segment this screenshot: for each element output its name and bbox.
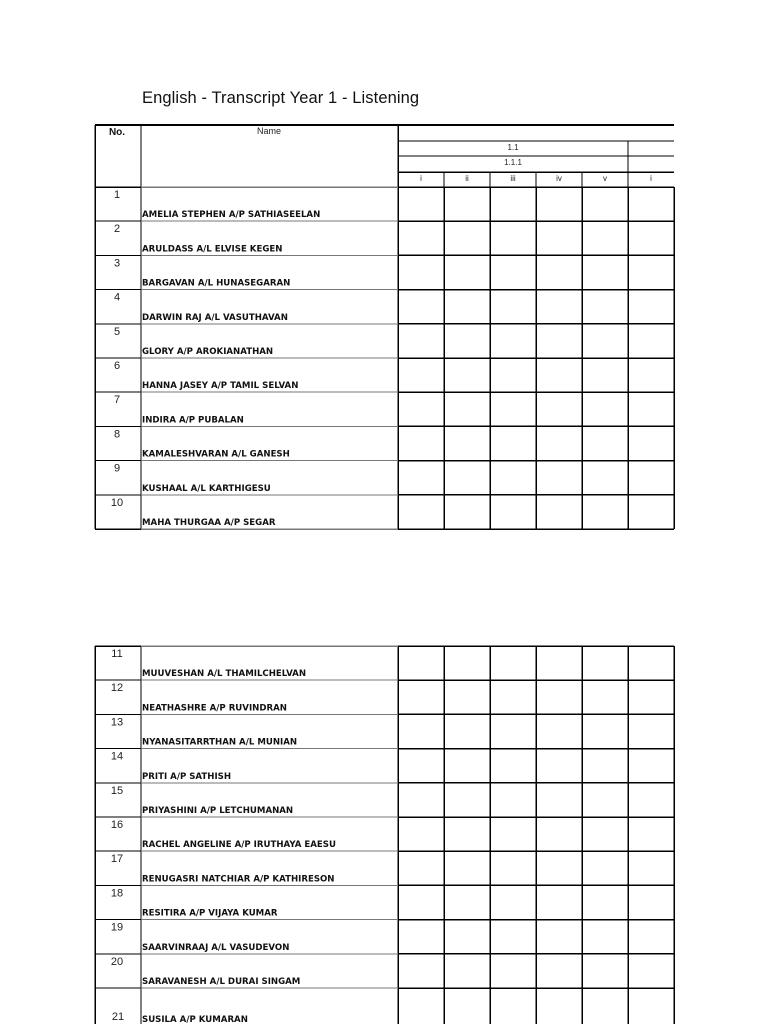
student-name: MAHA THURGAA A/P SEGAR [142,518,276,528]
row-number: 10 [110,496,124,509]
row-number: 8 [113,428,121,441]
row-number: 19 [110,921,124,934]
row-number: 20 [110,955,124,968]
row-number: 14 [110,750,124,763]
row-number: 6 [113,360,121,372]
row-number: 17 [110,853,124,866]
student-name: SARAVANESH A/L DURAI SINGAM [142,977,301,987]
document-title: English - Transcript Year 1 - Listening [142,89,420,107]
student-name: KUSHAAL A/L KARTHIGESU [142,483,271,494]
row-number: 4 [113,291,121,304]
student-name: NYANASITARRTHAN A/L MUNIAN [142,737,298,748]
student-name: AMELIA STEPHEN A/P SATHIASEELAN [142,210,321,221]
student-name: MUUVESHAN A/L THAMILCHELVAN [142,669,307,680]
criterion-header: i [420,174,422,183]
row-number: 7 [113,394,121,407]
student-name: SUSILA A/P KUMARAN [142,1015,248,1024]
criterion-header: iii [510,174,516,183]
row-number: 12 [110,682,124,695]
criterion-header: v [603,174,607,183]
row-number: 2 [113,223,121,236]
criterion-header: i [650,174,652,183]
student-name: KAMALESHVARAN A/L GANESH [142,449,290,460]
standard-header: 1.1 [507,143,519,152]
sub-standard-header: 1.1.1 [504,158,522,167]
student-name: RENUGASRI NATCHIAR A/P KATHIRESON [142,874,335,885]
student-name: PRITI A/P SATHISH [142,771,232,782]
student-name: GLORY A/P AROKIANATHAN [142,347,274,357]
row-number: 9 [113,462,121,475]
row-number: 13 [110,716,124,729]
student-name: ARULDASS A/L ELVISE KEGEN [142,244,283,255]
row-number: 16 [110,819,124,831]
student-name: BARGAVAN A/L HUNASEGARAN [142,278,291,289]
student-name: DARWIN RAJ A/L VASUTHAVAN [142,312,288,323]
student-name: NEATHASHRE A/P RUVINDRAN [142,703,287,714]
student-name: RACHEL ANGELINE A/P IRUTHAYA EAESU [142,840,336,851]
student-name: HANNA JASEY A/P TAMIL SELVAN [142,381,299,392]
row-number: 1 [113,189,121,201]
no-header: No. [108,127,126,138]
row-number: 15 [110,784,124,797]
student-name: SAARVINRAAJ A/L VASUDEVON [142,942,290,953]
row-number: 3 [113,257,121,270]
criterion-header: iv [556,174,562,183]
student-name: PRIYASHINI A/P LETCHUMANAN [142,806,294,816]
row-number: 21 [111,1011,125,1023]
row-number: 11 [111,648,123,660]
row-number: 5 [113,325,121,338]
criterion-header: ii [465,174,469,183]
name-header: Name [256,126,282,136]
student-name: INDIRA A/P PUBALAN [142,415,244,426]
row-number: 18 [110,887,124,900]
student-name: RESITIRA A/P VIJAYA KUMAR [142,908,278,919]
